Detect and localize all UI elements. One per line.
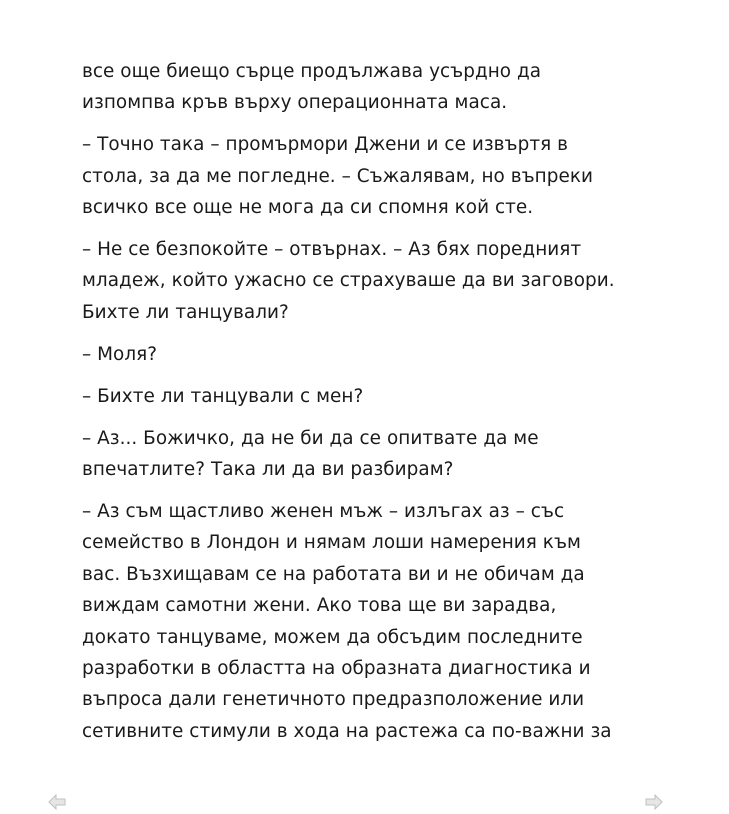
text-line: – Моля? (82, 343, 158, 365)
arrow-left-icon (48, 794, 66, 810)
paragraph-1 (82, 56, 682, 119)
text-line: сетивните стимули в хода на растежа са по-важни за (82, 720, 612, 742)
text-line: Бихте ли танцували? (82, 301, 289, 323)
paragraph-7 (82, 496, 682, 747)
previous-page-button[interactable] (48, 794, 66, 810)
paragraph-4 (82, 339, 682, 370)
text-line: въпроса дали генетичното предразположение или (82, 689, 585, 711)
arrow-right-icon (645, 794, 663, 810)
text-line: младеж, който ужасно се страхуваше да ви заговори. (82, 270, 615, 292)
text-line: докато танцуваме, можем да обсъдим последните (82, 626, 583, 648)
text-line: все още биещо сърце продължава усърдно да (82, 61, 542, 82)
text-line: – Аз съм щастливо женен мъж – излъгах аз – със (82, 500, 565, 522)
text-line: – Точно така – промърмори Джени и се извъртя в (82, 134, 568, 156)
text-line: виждам самотни жени. Ако това ще ви зарадва, (82, 595, 557, 617)
paragraph-6 (82, 423, 682, 486)
text-line: стола, за да ме погледне. – Съжалявам, но въпреки (82, 165, 593, 187)
text-line: изпомпва кръв върху операционната маса. (82, 92, 508, 114)
text-line: разработки в областта на образната диагностика и (82, 657, 591, 679)
text-line: семейство в Лондон и нямам лоши намерения към (82, 532, 581, 554)
text-line: – Не се безпокойте – отвърнах. – Аз бях поредният (82, 239, 582, 261)
document-page (82, 56, 682, 758)
text-line: – Аз... Божичко, да не би да се опитвате да ме (82, 427, 539, 449)
paragraph-2 (82, 129, 682, 223)
text-line: вас. Възхищавам се на работата ви и не обичам да (82, 563, 585, 585)
paragraph-3 (82, 234, 682, 328)
text-line: впечатлите? Така ли да ви разбирам? (82, 458, 454, 480)
next-page-button[interactable] (645, 794, 663, 810)
paragraph-5 (82, 381, 682, 412)
text-line: всичко все още не мога да си спомня кой сте. (82, 197, 534, 219)
text-line: – Бихте ли танцували с мен? (82, 385, 364, 407)
